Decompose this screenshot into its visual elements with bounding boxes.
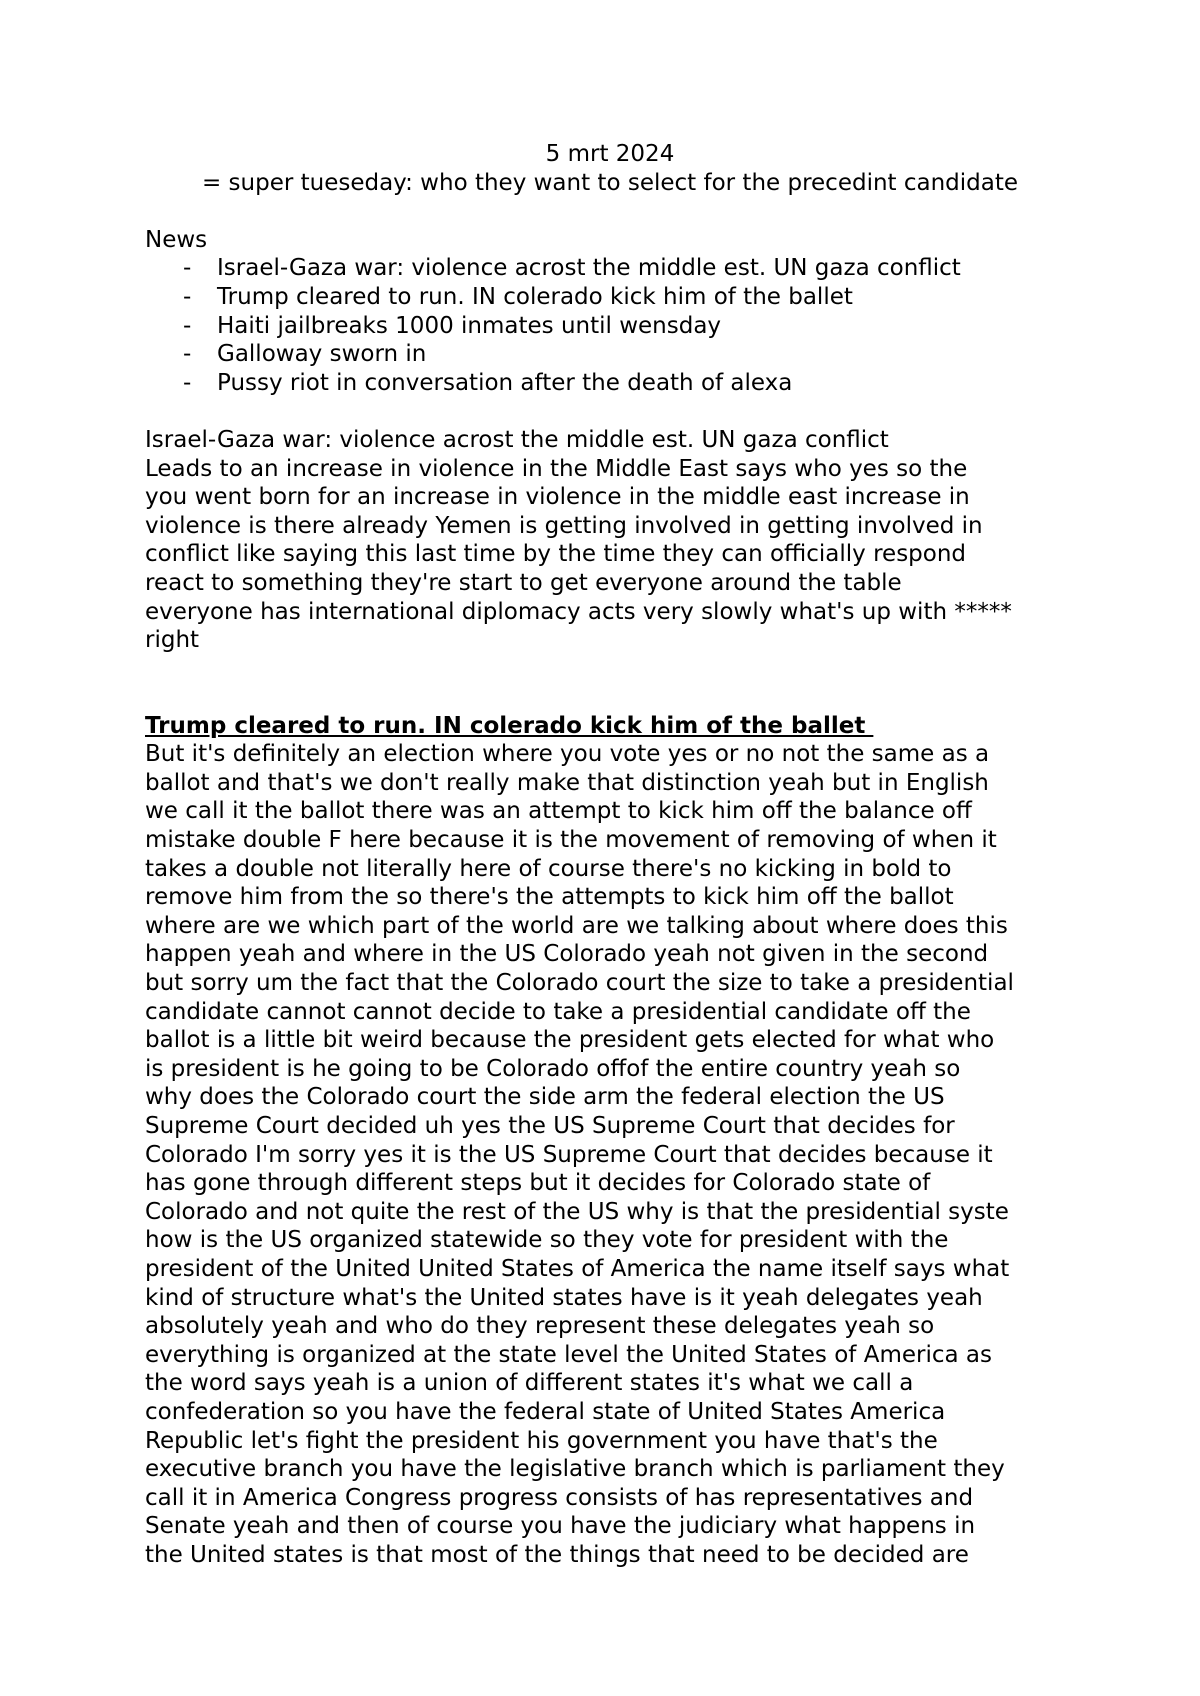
body-line: mistake double F here because it is the movement of removing of when it [145, 827, 997, 854]
section-body [145, 455, 1075, 655]
body-line: has gone through different steps but it decides for Colorado state of [145, 1170, 931, 1197]
bullet-dash: - [183, 369, 192, 396]
body-line: the word says yeah is a union of different states it's what we call a [145, 1370, 914, 1397]
document-date: 5 mrt 2024 [545, 141, 675, 167]
body-line: ballot is a little bit weird because the president gets elected for what who [145, 1027, 995, 1054]
body-line: the United states is that most of the things that need to be decided are [145, 1541, 969, 1568]
news-item [145, 340, 1075, 369]
body-line: violence is there already Yemen is getting involved in getting involved in [145, 512, 983, 539]
bullet-dash: - [183, 255, 192, 282]
section-title: Israel-Gaza war: violence acrost the middle est. UN gaza conflict [145, 426, 889, 453]
news-heading: News [145, 226, 208, 253]
body-line: Colorado I'm sorry yes it is the US Supreme Court that decides because it [145, 1141, 993, 1168]
body-line: how is the US organized statewide so they vote for president with the [145, 1227, 949, 1254]
body-line: happen yeah and where in the US Colorado yeah not given in the second [145, 941, 989, 968]
body-line: everyone has international diplomacy acts very slowly what's up with ***** [145, 598, 1012, 625]
section-trump [145, 712, 1075, 1570]
body-line: But it's definitely an election where you vote yes or no not the same as a [145, 741, 990, 768]
body-line: react to something they're start to get everyone around the table [145, 569, 902, 596]
section-title: Trump cleared to run. IN colerado kick him of the ballet [145, 712, 874, 739]
blank-line [145, 397, 1075, 426]
news-list [145, 254, 1075, 397]
body-line: where are we which part of the world are we talking about where does this [145, 912, 1008, 939]
news-item-text: Pussy riot in conversation after the death of alexa [217, 369, 793, 396]
body-line: kind of structure what's the United states have is it yeah delegates yeah [145, 1284, 983, 1311]
body-line: executive branch you have the legislative branch which is parliament they [145, 1456, 1005, 1483]
body-line: ballot and that's we don't really make that distinction yeah but in English [145, 769, 989, 796]
blank-line [145, 197, 1075, 226]
news-item-text: Israel-Gaza war: violence acrost the middle est. UN gaza conflict [217, 255, 961, 282]
news-item [145, 283, 1075, 312]
body-line: Colorado and not quite the rest of the US why is that the presidential syste [145, 1198, 1009, 1225]
bullet-dash: - [183, 312, 192, 339]
blank-lines [145, 655, 1075, 712]
document-page [145, 140, 1075, 1570]
body-line: right [145, 627, 200, 654]
body-line: Leads to an increase in violence in the Middle East says who yes so the [145, 455, 968, 482]
body-line: president of the United United States of America the name itself says what [145, 1255, 1010, 1282]
body-line: we call it the ballot there was an attempt to kick him off the balance off [145, 798, 972, 825]
body-line: Republic let's fight the president his government you have that's the [145, 1427, 938, 1454]
body-line: you went born for an increase in violence in the middle east increase in [145, 484, 970, 511]
news-item [145, 312, 1075, 341]
news-item [145, 369, 1075, 398]
section-israel-gaza [145, 426, 1075, 655]
body-line: is president is he going to be Colorado offof the entire country yeah so [145, 1055, 961, 1082]
body-line: why does the Colorado court the side arm the federal election the US [145, 1084, 945, 1111]
body-line: candidate cannot cannot decide to take a presidential candidate off the [145, 998, 971, 1025]
bullet-dash: - [183, 283, 192, 310]
body-line: conflict like saying this last time by the time they can officially respond [145, 541, 967, 568]
news-item-text: Galloway sworn in [217, 341, 427, 368]
body-line: confederation so you have the federal state of United States America [145, 1398, 946, 1425]
body-line: remove him from the so there's the attempts to kick him off the ballot [145, 884, 954, 911]
body-line: everything is organized at the state level the United States of America as [145, 1341, 992, 1368]
news-item-text: Haiti jailbreaks 1000 inmates until wensday [217, 312, 722, 339]
body-line: Senate yeah and then of course you have the judiciary what happens in [145, 1513, 976, 1540]
news-item [145, 254, 1075, 283]
document-subtitle: = super tueseday: who they want to select for the precedint candidate [201, 169, 1019, 196]
news-item-text: Trump cleared to run. IN colerado kick him of the ballet [217, 283, 853, 310]
body-line: call it in America Congress progress consists of has representatives and [145, 1484, 974, 1511]
body-line: absolutely yeah and who do they represent these delegates yeah so [145, 1313, 935, 1340]
body-line: Supreme Court decided uh yes the US Supreme Court that decides for [145, 1113, 955, 1139]
section-body [145, 740, 1075, 1569]
body-line: takes a double not literally here of course there's no kicking in bold to [145, 855, 952, 882]
bullet-dash: - [183, 341, 192, 368]
body-line: but sorry um the fact that the Colorado court the size to take a presidential [145, 970, 1014, 997]
